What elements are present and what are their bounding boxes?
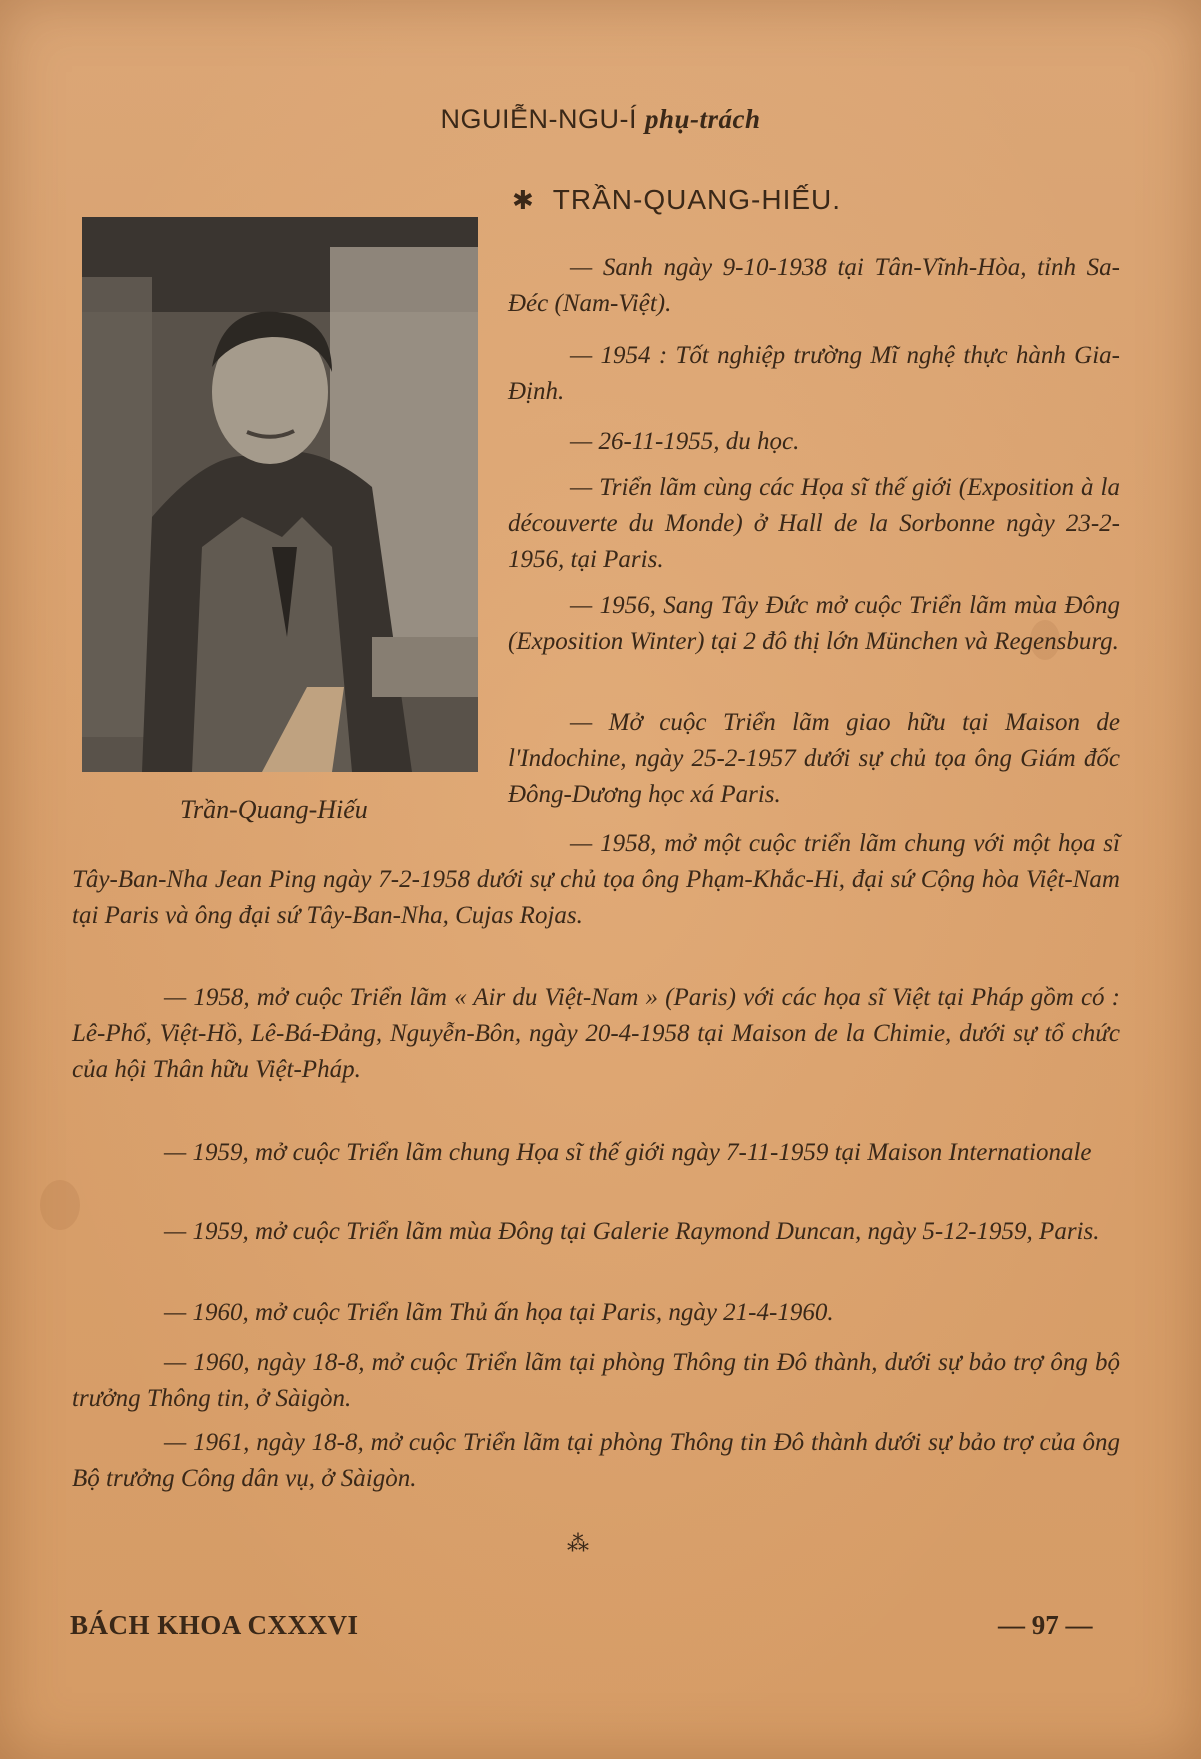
entry-text: — 1954 : Tốt nghiệp trường Mĩ nghệ thực hành Gia-Định. <box>508 342 1120 405</box>
entry-text: — 1958, mở cuộc Triển lãm « Air du Việt-Nam » (Paris) với các họa sĩ Việt tại Pháp gồm có : Lê-Phổ, Việt-Hồ, Lê-Bá-Đảng, Nguyễn-Bôn, ngày 20-4-1958 tại Maison de la Chimie, dưới sự tổ chức của hội Thân hữu Việt-Pháp. <box>72 984 1120 1083</box>
entry-1958-airduvietnam <box>72 980 1120 1088</box>
page-number: — 97 — <box>998 1610 1093 1640</box>
entry-1957 <box>508 705 1120 813</box>
entry-text: — Sanh ngày 9-10-1938 tại Tân-Vĩnh-Hòa, tỉnh Sa-Đéc (Nam-Việt). <box>508 254 1120 317</box>
entry-1960-august <box>72 1345 1120 1417</box>
entry-text: — 1960, ngày 18-8, mở cuộc Triển lãm tại phòng Thông tin Đô thành, dưới sự bảo trợ ông bộ trưởng Thông tin, ở Sàigòn. <box>72 1349 1120 1412</box>
editor-role: phụ-trách <box>644 104 761 134</box>
entry-text: — 1959, mở cuộc Triển lãm mùa Đông tại Galerie Raymond Duncan, ngày 5-12-1959, Paris. <box>164 1218 1100 1245</box>
entry-1956-germany <box>508 588 1120 660</box>
entry-1960-april <box>72 1295 1120 1331</box>
section-header <box>0 104 1201 135</box>
entry-1958-spain <box>72 826 1120 934</box>
article-title <box>512 184 841 216</box>
entry-text: — Triển lãm cùng các Họa sĩ thế giới (Exposition à la découverte du Monde) ở Hall de la Sorbonne ngày 23-2-1956, tại Paris. <box>508 474 1120 573</box>
star-icon: ✱ <box>512 185 535 215</box>
entry-text: — 1956, Sang Tây Đức mở cuộc Triển lãm mùa Đông (Exposition Winter) tại 2 đô thị lớn München và Regensburg. <box>508 592 1120 655</box>
entry-text: — 1958, mở một cuộc triển lãm chung với một họa sĩ Tây-Ban-Nha Jean Ping ngày 7-2-1958 dưới sự chủ tọa ông Phạm-Khắc-Hi, đại sứ Cộng hòa Việt-Nam tại Paris và ông đại sứ Tây-Ban-Nha, Cujas Rojas. <box>72 830 1120 929</box>
entry-1956-sorbonne <box>508 470 1120 578</box>
entry-text: — 26-11-1955, du học. <box>570 428 800 455</box>
photo-caption: Trần-Quang-Hiếu <box>180 795 368 824</box>
artist-photo <box>82 217 478 772</box>
entry-birth <box>508 250 1120 322</box>
entry-1959-maison <box>72 1135 1120 1171</box>
entry-1954 <box>508 338 1120 410</box>
entry-1961 <box>72 1425 1120 1497</box>
entry-text: — Mở cuộc Triển lãm giao hữu tại Maison de l'Indochine, ngày 25-2-1957 dưới sự chủ tọa ông Giám đốc Đông-Dương học xá Paris. <box>508 709 1120 808</box>
publication-name: BÁCH KHOA CXXXVI <box>70 1610 359 1640</box>
entry-1955 <box>508 424 1120 460</box>
entry-text: — 1960, mở cuộc Triển lãm Thủ ấn họa tại Paris, ngày 21-4-1960. <box>164 1299 834 1326</box>
entry-1959-galerie <box>72 1214 1120 1250</box>
entry-text: — 1959, mở cuộc Triển lãm chung Họa sĩ thế giới ngày 7-11-1959 tại Maison Internationale <box>164 1139 1092 1166</box>
asterism-icon: ⁂ <box>567 1532 589 1557</box>
entry-text: — 1961, ngày 18-8, mở cuộc Triển lãm tại phòng Thông tin Đô thành dưới sự bảo trợ của ông Bộ trưởng Công dân vụ, ở Sàigòn. <box>72 1429 1120 1492</box>
artist-name: TRẦN-QUANG-HIẾU. <box>552 184 842 215</box>
editor-name: NGUIỄN-NGU-Í <box>440 104 637 134</box>
